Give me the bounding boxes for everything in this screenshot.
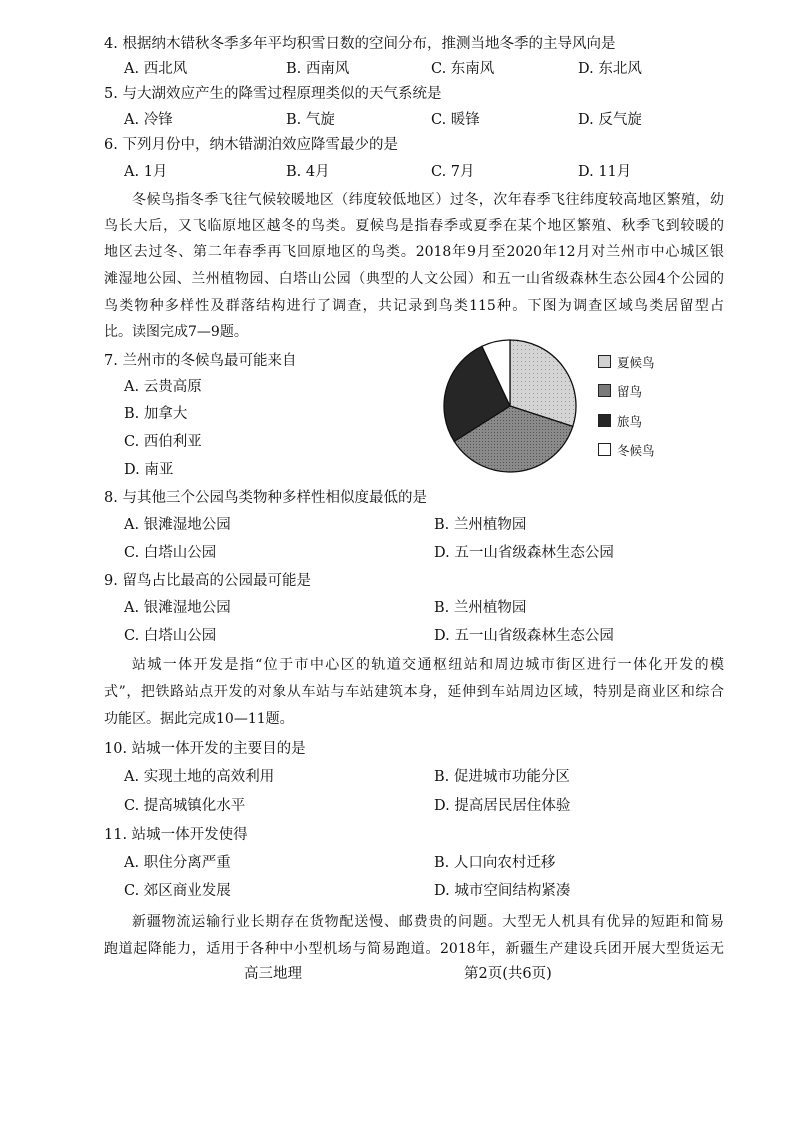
question-11-stem: 11. 站城一体开发使得	[104, 827, 248, 843]
q10-option-a: A. 实现土地的高效利用	[124, 769, 275, 785]
passage-1-line: 冬候鸟指冬季飞往气候较暖地区（纬度较低地区）过冬，次年春季飞往纬度较高地区繁殖，幼	[132, 192, 724, 208]
footer-page-number: 第2页(共6页)	[464, 966, 552, 982]
legend-swatch	[598, 384, 611, 397]
q7-option-a: A. 云贵高原	[124, 379, 202, 395]
q7-option-d: D. 南亚	[124, 462, 174, 478]
passage-1-line: 鸟类物种多样性及群落结构进行了调查，共记录到鸟类115种。下图为调查区域鸟类居留型占	[104, 298, 724, 314]
q6-option-b: B. 4月	[286, 164, 330, 180]
q4-option-d: D. 东北风	[578, 61, 642, 77]
q8-option-d: D. 五一山省级森林生态公园	[434, 545, 614, 561]
q5-option-a: A. 冷锋	[124, 112, 173, 128]
passage-3-line: 跑道起降能力，适用于各种中小型机场与简易跑道。2018年，新疆生产建设兵团开展大型货运无	[104, 941, 724, 957]
question-4-stem: 4. 根据纳木错秋冬季多年平均积雪日数的空间分布，推测当地冬季的主导风向是	[104, 36, 616, 52]
q4-option-c: C. 东南风	[431, 61, 495, 77]
q8-option-c: C. 白塔山公园	[124, 545, 217, 561]
q6-option-d: D. 11月	[578, 164, 632, 180]
legend-item-passage	[598, 412, 642, 430]
legend-swatch	[598, 355, 611, 368]
q5-option-b: B. 气旋	[286, 112, 335, 128]
legend-swatch	[598, 414, 611, 427]
question-7-stem: 7. 兰州市的冬候鸟最可能来自	[104, 353, 297, 369]
q10-option-d: D. 提高居民居住体验	[434, 798, 571, 814]
q7-option-b: B. 加拿大	[124, 406, 188, 422]
question-8-stem: 8. 与其他三个公园鸟类物种多样性相似度最低的是	[104, 490, 427, 506]
legend-label: 冬候鸟	[617, 443, 655, 458]
q6-option-c: C. 7月	[431, 164, 475, 180]
q8-option-b: B. 兰州植物园	[434, 517, 527, 533]
question-6-stem: 6. 下列月份中，纳木错湖泊效应降雪最少的是	[104, 137, 398, 153]
q11-option-c: C. 郊区商业发展	[124, 883, 231, 899]
q10-option-c: C. 提高城镇化水平	[124, 798, 246, 814]
q11-option-d: D. 城市空间结构紧凑	[434, 883, 571, 899]
footer-subject: 高三地理	[244, 966, 302, 982]
legend-item-winter	[598, 441, 655, 459]
legend-item-resident	[598, 382, 642, 400]
q6-option-a: A. 1月	[124, 164, 168, 180]
legend-label: 旅鸟	[617, 414, 643, 429]
passage-2-line: 式”，把铁路站点开发的对象从车站与车站建筑本身，延伸到车站周边区域，特别是商业区和综合	[104, 684, 724, 700]
q10-option-b: B. 促进城市功能分区	[434, 769, 570, 785]
passage-2-line: 站城一体开发是指“位于市中心区的轨道交通枢纽站和周边城市街区进行一体化开发的模	[132, 657, 724, 673]
q5-option-c: C. 暖锋	[431, 112, 480, 128]
q9-option-b: B. 兰州植物园	[434, 600, 527, 616]
bird-residence-pie-chart	[440, 336, 580, 476]
legend-label: 留鸟	[617, 384, 643, 399]
question-5-stem: 5. 与大湖效应产生的降雪过程原理类似的天气系统是	[104, 86, 442, 102]
passage-2-line: 功能区。据此完成10—11题。	[104, 711, 294, 727]
q9-option-a: A. 银滩湿地公园	[124, 600, 231, 616]
q4-option-b: B. 西南风	[286, 61, 350, 77]
q8-option-a: A. 银滩湿地公园	[124, 517, 231, 533]
passage-1-line: 滩湿地公园、兰州植物园、白塔山公园（典型的人文公园）和五一山省级森林生态公园4个公园的	[104, 271, 724, 287]
q11-option-a: A. 职住分离严重	[124, 855, 231, 871]
question-9-stem: 9. 留鸟占比最高的公园最可能是	[104, 573, 311, 589]
q7-option-c: C. 西伯利亚	[124, 434, 202, 450]
q4-option-a: A. 西北风	[124, 61, 188, 77]
legend-label: 夏候鸟	[617, 355, 655, 370]
legend-item-summer	[598, 353, 655, 371]
question-10-stem: 10. 站城一体开发的主要目的是	[104, 741, 306, 757]
legend-swatch	[598, 443, 611, 456]
q5-option-d: D. 反气旋	[578, 112, 642, 128]
q9-option-c: C. 白塔山公园	[124, 628, 217, 644]
q11-option-b: B. 人口向农村迁移	[434, 855, 556, 871]
passage-1-line: 地区去过冬、第二年春季再飞回原地区的鸟类。2018年9月至2020年12月对兰州市中心城区银	[104, 244, 724, 260]
passage-3-line: 新疆物流运输行业长期存在货物配送慢、邮费贵的问题。大型无人机具有优异的短距和简易	[132, 914, 724, 930]
passage-1-line: 鸟长大后，又飞临原地区越冬的鸟类。夏候鸟是指春季或夏季在某个地区繁殖、秋季飞到较暖的	[104, 218, 724, 234]
q9-option-d: D. 五一山省级森林生态公园	[434, 628, 614, 644]
passage-1-line: 比。读图完成7—9题。	[104, 324, 248, 340]
